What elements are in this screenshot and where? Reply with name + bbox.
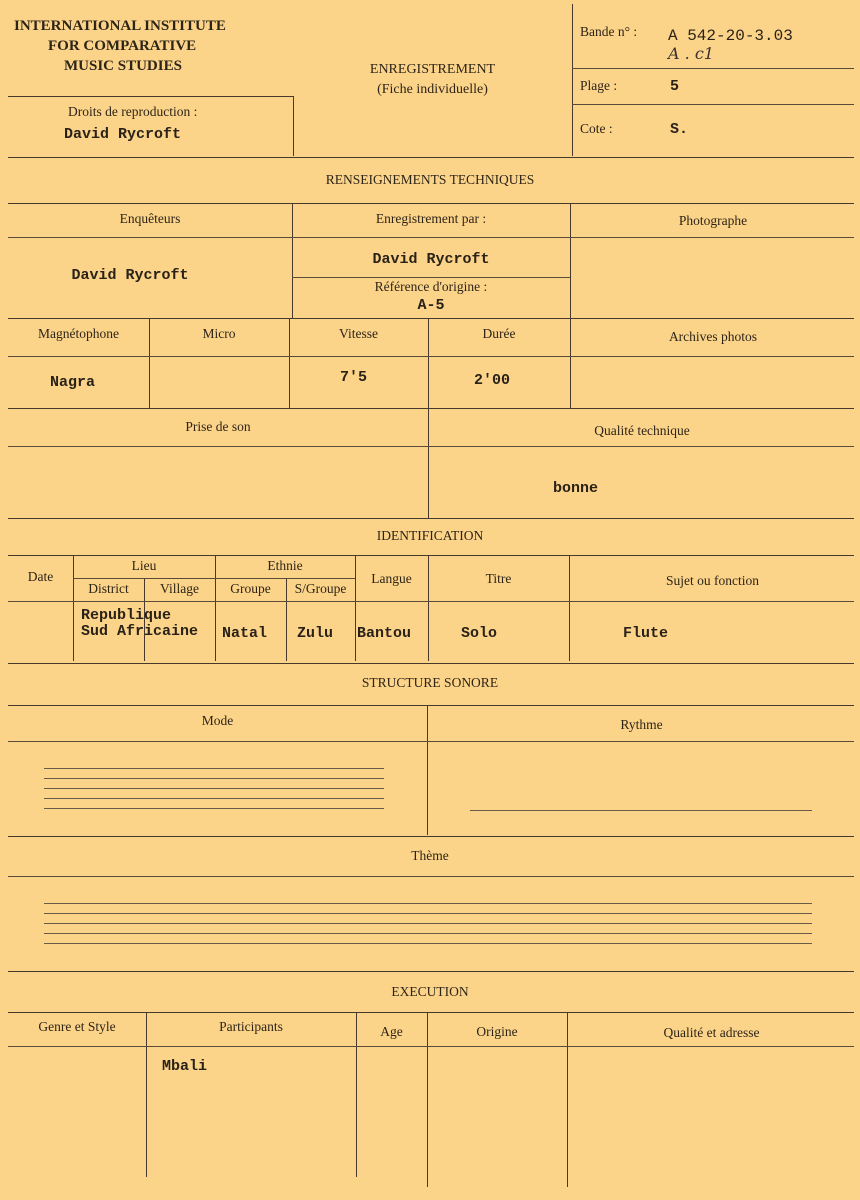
rights-label: Droits de reproduction : [68,104,198,119]
duree-label: Durée [482,326,516,341]
prise-de-son-label: Prise de son [185,419,251,434]
titre-value: Solo [461,625,498,642]
theme-top-line [8,836,854,837]
exec-divider-1 [146,1012,147,1177]
sujet-value: Flute [623,625,669,642]
form-subtitle: (Fiche individuelle) [377,82,488,97]
tech-row2-header-line [8,356,854,357]
enregistrement-separator [292,277,570,278]
theme-header-line [8,876,854,877]
bande-separator [572,68,854,69]
ethnie-label: Ethnie [267,558,303,573]
ident-subheader-line [73,578,355,579]
plage-value: 5 [670,78,680,95]
lieu-label: Lieu [131,558,157,573]
structure-header-line [8,741,854,742]
langue-label: Langue [371,571,412,586]
titre-label: Titre [485,571,512,586]
groupe-value: Natal [222,625,268,642]
mode-label: Mode [201,713,234,728]
participants-value: Mbali [162,1058,208,1075]
rythme-line [470,810,812,811]
exec-header-line [8,1046,854,1047]
groupe-label: Groupe [230,581,271,596]
structure-section-title: STRUCTURE SONORE [361,675,499,690]
institute-name-line3: MUSIC STUDIES [64,58,182,74]
vitesse-value: 7'5 [340,369,368,386]
district-value-line1: Republique [81,607,172,624]
header-right-divider [572,4,573,156]
genre-style-label: Genre et Style [38,1019,116,1034]
origine-label: Origine [476,1024,518,1039]
qualite-technique-label: Qualité technique [594,423,690,438]
photographe-label: Photographe [678,213,748,228]
duree-value: 2'00 [474,372,511,389]
district-value-line2: Sud Africaine [81,623,199,640]
technical-section-title: RENSEIGNEMENTS TECHNIQUES [325,172,535,187]
plage-separator [572,104,854,105]
enqueteurs-value: David Rycroft [71,267,189,284]
cote-value: S. [670,121,689,138]
mode-staff-line-4 [44,798,384,799]
header-bottom-line [8,157,854,158]
reference-value: A-5 [417,297,445,314]
qualite-adresse-label: Qualité et adresse [663,1025,760,1040]
mode-staff-line-1 [44,768,384,769]
vitesse-label: Vitesse [339,326,378,341]
rythme-label: Rythme [620,717,663,732]
micro-label: Micro [202,326,236,341]
mode-staff-line-2 [44,778,384,779]
bande-handwritten-note: A . c1 [668,44,714,63]
rights-box-right-line [293,96,294,156]
theme-staff-line-1 [44,903,812,904]
execution-section-title: EXECUTION [391,984,469,999]
enqueteurs-label: Enquêteurs [119,211,181,226]
theme-staff-line-3 [44,923,812,924]
district-label: District [88,581,129,596]
form-title: ENREGISTREMENT [369,62,496,77]
ident-divider-titre [569,555,570,661]
mode-staff-line-3 [44,788,384,789]
ident-header-bottom-line [8,601,854,602]
sgroupe-label: S/Groupe [294,581,347,596]
date-label: Date [27,569,54,584]
age-label: Age [380,1024,403,1039]
structure-title-line [8,705,854,706]
identification-title-line [8,555,854,556]
enregistrement-par-value: David Rycroft [372,251,490,268]
tech-row3-top-line [8,408,854,409]
village-label: Village [160,581,199,596]
magnetophone-value: Nagra [50,374,96,391]
archives-photos-label: Archives photos [668,329,758,344]
identification-top-line [8,518,854,519]
bande-label: Bande n° : [580,24,638,39]
identification-section-title: IDENTIFICATION [376,528,484,543]
tech-row3-header-line [8,446,854,447]
bande-value: A 542-20-3.03 [668,27,793,45]
participants-label: Participants [219,1019,283,1034]
theme-label: Thème [411,848,449,863]
rights-box-top-line [8,96,294,97]
langue-value: Bantou [357,625,412,642]
technical-title-bottom-line [8,203,854,204]
magnetophone-label: Magnétophone [38,326,119,341]
mode-staff-line-5 [44,808,384,809]
theme-staff-line-2 [44,913,812,914]
institute-name-line1: INTERNATIONAL INSTITUTE [14,18,226,34]
enregistrement-par-label: Enregistrement par : [375,211,487,226]
execution-title-line [8,1012,854,1013]
plage-label: Plage : [580,78,618,93]
qualite-technique-value: bonne [553,480,599,497]
sujet-label: Sujet ou fonction [666,573,759,588]
theme-staff-line-4 [44,933,812,934]
cote-label: Cote : [580,121,613,136]
sgroupe-value: Zulu [297,625,334,642]
rights-value: David Rycroft [64,126,182,143]
execution-top-line [8,971,854,972]
structure-top-line [8,663,854,664]
tech-row2-top-line [8,318,854,319]
institute-name-line2: FOR COMPARATIVE [48,38,197,54]
tech-header-row-line [8,237,854,238]
tech-row2-divider-3 [428,318,429,518]
theme-staff-line-5 [44,943,812,944]
reference-label: Référence d'origine : [374,279,488,294]
